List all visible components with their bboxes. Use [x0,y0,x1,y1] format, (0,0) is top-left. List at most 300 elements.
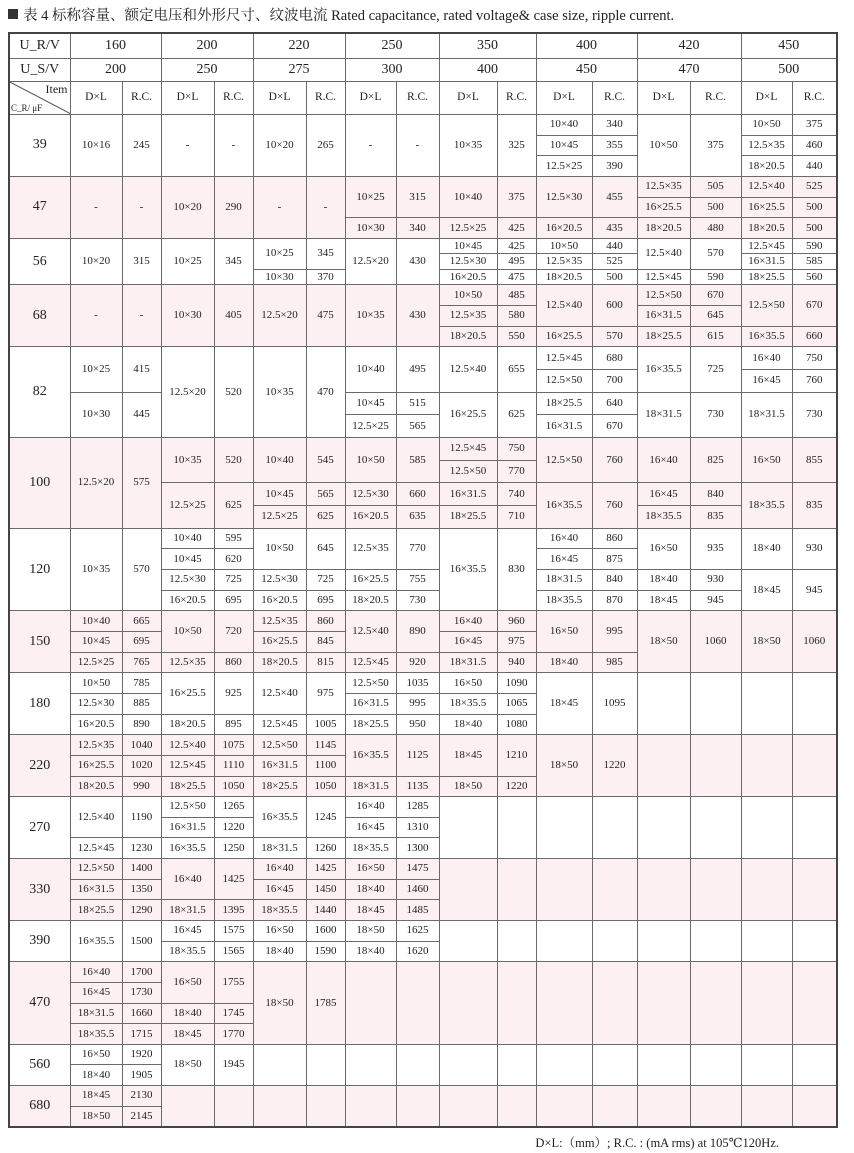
case-size: 12.5×30 [545,190,583,203]
case-size-cell [439,735,497,776]
ripple-current-cell [122,900,161,921]
case-size-cell [637,115,690,177]
ripple-current: 625 [508,408,525,421]
capacitance-value: 390 [29,933,51,949]
ripple-current: 890 [133,717,150,730]
ripple-current: 1075 [222,738,245,751]
ur-value-cell [253,33,345,59]
case-size-cell [345,285,396,347]
case-size: 10×35 [453,138,483,151]
capacitance-cell [9,528,70,611]
ripple-current-cell [396,714,439,735]
ripple-current-cell [396,570,439,591]
ripple-current: 655 [508,362,525,375]
ripple-current-cell [792,570,837,611]
case-size-cell [637,611,690,673]
rc-label: R.C. [406,91,429,104]
ripple-current-cell [497,438,536,461]
case-size-cell [439,611,497,632]
ripple-current-cell [214,611,253,652]
case-size-cell [253,285,306,347]
case-size-cell [345,238,396,284]
ripple-current-cell [690,1044,741,1085]
ripple-current: 565 [409,419,426,432]
ripple-current: 470 [317,385,334,398]
ripple-current-cell [792,156,837,177]
table-row [9,920,837,941]
case-size-cell [161,735,214,756]
ripple-current-cell [306,176,345,238]
capacitance-cell [9,797,70,859]
ripple-current-cell [690,176,741,197]
case-size: - [94,200,98,213]
capacitance-value: 150 [29,633,51,649]
dl-label: D×L [268,91,291,104]
us-value: 500 [778,62,800,78]
dl-header-cell [345,82,396,115]
case-size: 18×35.5 [261,903,298,916]
ripple-current: 730 [806,408,823,421]
ripple-current-cell [792,528,837,569]
ripple-current: 845 [317,635,334,648]
case-size: 12.5×20 [169,385,206,398]
case-size: 10×16 [81,138,111,151]
ripple-current: 985 [606,655,623,668]
case-size-cell [345,218,396,239]
ripple-current: 670 [707,288,724,301]
case-size-cell [253,735,306,756]
ripple-current: 680 [606,351,623,364]
case-size-cell [741,859,792,921]
ripple-current-cell [592,135,637,156]
ripple-current-cell [214,570,253,591]
ripple-current-cell [396,176,439,217]
ripple-current: 1245 [314,810,337,823]
case-size-cell [536,135,592,156]
ripple-current: 995 [606,625,623,638]
case-size-cell [741,176,792,197]
ripple-current: 520 [225,385,242,398]
ripple-current-cell [592,1044,637,1085]
case-size-cell [345,392,396,415]
ripple-current: 500 [806,200,823,213]
case-size: 12.5×25 [352,419,389,432]
case-size-cell [161,347,214,438]
ripple-current-cell [497,269,536,284]
case-size: 18×40 [649,573,678,586]
ripple-current: 345 [225,255,242,268]
ur-value-cell [439,33,536,59]
case-size-cell [253,347,306,438]
ur-value-cell [637,33,741,59]
case-size: 12.5×45 [645,270,682,283]
case-size-cell [741,156,792,177]
case-size: 16×35.5 [645,362,682,375]
case-size-cell [161,590,214,611]
case-size: - [94,309,98,322]
ripple-current-cell [792,254,837,269]
case-size-cell [637,1044,690,1085]
case-size: 18×20.5 [352,594,389,607]
rc-header-cell [122,82,161,115]
case-size: 16×20.5 [77,717,115,730]
ripple-current: 770 [409,542,426,555]
capacitance-value: 180 [29,695,51,711]
capacitance-value: 270 [29,819,51,835]
ripple-current-cell [122,797,161,838]
case-size: 10×25 [81,362,111,375]
ripple-current: 1005 [314,717,337,730]
case-size: 12.5×30 [261,573,298,586]
case-size-cell [741,269,792,284]
ripple-current: 415 [133,362,150,375]
case-size: 16×25.5 [352,573,389,586]
case-size: 10×20 [173,200,202,213]
case-size-cell [345,859,396,880]
case-size-cell [741,920,792,961]
ripple-current-cell [792,176,837,197]
ripple-current: 1400 [130,862,153,875]
us-value-cell [637,59,741,82]
case-size: 12.5×45 [352,655,389,668]
ur-value: 400 [576,38,597,54]
case-size: 10×45 [549,138,579,151]
case-size-cell [253,714,306,735]
ripple-current-cell [690,197,741,218]
ripple-current-cell [396,528,439,569]
ripple-current: 1565 [222,944,245,957]
ripple-current: 495 [508,255,525,268]
ripple-current: 520 [225,453,242,466]
ripple-current-cell [396,506,439,529]
case-size-cell [253,920,306,941]
case-size: 16×45 [173,924,202,937]
ripple-current-cell [306,673,345,714]
case-size: 10×50 [81,676,111,689]
ripple-current-cell [306,1086,345,1127]
ripple-current-cell [122,879,161,900]
dl-header-cell [637,82,690,115]
ripple-current-cell [306,285,345,347]
ripple-current: 1060 [704,635,727,648]
ripple-current-cell [214,1044,253,1085]
us-value: 250 [196,62,218,78]
case-size: 16×25.5 [169,686,206,699]
table-row [9,392,837,415]
ripple-current: 1210 [505,748,528,761]
case-size-cell [345,920,396,941]
ripple-current-cell [396,438,439,483]
ripple-current-cell [306,115,345,177]
ripple-current: 645 [707,309,724,322]
case-size: 18×31.5 [169,903,206,916]
rc-header-cell [497,82,536,115]
ripple-current-cell [792,135,837,156]
case-size: 12.5×50 [748,298,785,311]
case-size-cell [637,285,690,306]
case-size: 18×40 [453,717,483,730]
case-size-cell [637,570,690,591]
case-size-cell [536,369,592,392]
ripple-current: 1250 [222,841,245,854]
ripple-current-cell [122,176,161,238]
ripple-current-cell [497,285,536,306]
case-size: 16×31.5 [77,883,115,896]
ripple-current: 620 [225,552,242,565]
case-size-cell [536,1086,592,1127]
case-size-cell [536,859,592,921]
case-size-cell [536,549,592,570]
ripple-current-cell [396,900,439,921]
ripple-current: 315 [133,255,150,268]
case-size-cell [741,483,792,528]
ripple-current-cell [214,900,253,921]
case-size: 18×25.5 [748,270,785,283]
cr-label: C_R/ μF [11,103,43,114]
case-size: 18×40 [356,944,385,957]
case-size: 12.5×40 [77,810,115,823]
ripple-current: 645 [317,542,334,555]
case-size: 18×35.5 [645,510,682,523]
case-size: 10×20 [265,138,294,151]
case-size: 16×35.5 [449,563,487,576]
case-size: 16×31.5 [261,759,298,772]
ripple-current: 575 [133,476,150,489]
case-size: 12.5×40 [645,247,682,260]
case-size: 16×40 [173,872,202,885]
case-size-cell [637,176,690,197]
case-size-cell [161,859,214,900]
case-size-cell [70,962,122,983]
case-size: 12.5×45 [545,351,583,364]
case-size-cell [253,941,306,962]
ripple-current-cell [690,528,741,569]
case-size-cell [439,1086,497,1127]
case-size-cell [70,528,122,611]
ripple-current-cell [122,528,161,611]
case-size: 18×25.5 [645,329,682,342]
ripple-current-cell [122,1086,161,1107]
case-size: 16×35.5 [169,841,206,854]
ripple-current-cell [592,254,637,269]
case-size: - [368,138,373,151]
case-size-cell [741,392,792,437]
case-size: 18×20.5 [645,221,682,234]
case-size: 10×35 [81,563,111,576]
case-size-cell [161,1003,214,1024]
ripple-current-cell [396,941,439,962]
rc-header-cell [214,82,253,115]
case-size: - [277,200,282,213]
ripple-current: 860 [606,532,623,545]
ripple-current-cell [497,693,536,714]
ripple-current: 245 [133,138,150,151]
case-size-cell [637,528,690,569]
case-size: 18×35.5 [169,944,206,957]
case-size-cell [70,920,122,961]
ripple-current-cell [690,285,741,306]
ripple-current: 500 [806,221,823,234]
case-size: 12.5×25 [261,510,298,523]
case-size-cell [536,415,592,438]
ripple-current: 710 [508,510,525,523]
capacitance-cell [9,611,70,673]
ripple-current-cell [306,528,345,569]
dl-label: D×L [652,91,675,104]
ripple-current: 565 [317,487,334,500]
capacitance-value: 82 [32,384,47,400]
case-size-cell [741,238,792,253]
case-size-cell [741,528,792,569]
table-row [9,1044,837,1065]
ripple-current-cell [690,797,741,859]
case-size-cell [536,285,592,326]
ripple-current-cell [306,590,345,611]
case-size: 18×31.5 [645,408,682,421]
ripple-current-cell [214,776,253,797]
ripple-current-cell [592,570,637,591]
case-size-cell [161,797,214,818]
dl-header-cell [161,82,214,115]
case-size-cell [345,438,396,483]
case-size-cell [536,962,592,1045]
ripple-current-cell [592,859,637,921]
case-size-cell [161,838,214,859]
ripple-current-cell [592,1086,637,1127]
ripple-current-cell [214,714,253,735]
case-size: 18×20.5 [169,717,206,730]
capacitance-cell [9,859,70,921]
case-size-cell [253,673,306,714]
case-size-cell [741,369,792,392]
ripple-current: 755 [409,573,426,586]
ripple-current-cell [592,590,637,611]
ripple-current-cell [792,392,837,437]
case-size: 18×35.5 [77,1027,115,1040]
ripple-current: 290 [225,200,242,213]
case-size: 18×20.5 [748,221,785,234]
rc-header-cell [592,82,637,115]
case-size-cell [70,714,122,735]
case-size-cell [253,900,306,921]
ripple-current: 475 [317,309,334,322]
ur-value-cell [345,33,439,59]
ripple-current: 930 [707,573,724,586]
rc-header-cell [792,82,837,115]
case-size: 16×50 [356,862,385,875]
ripple-current-cell [214,797,253,818]
ripple-current: - [323,200,328,213]
ripple-current-cell [214,347,253,438]
case-size: 16×31.5 [352,697,389,710]
ripple-current-cell [396,415,439,438]
case-size: 16×31.5 [449,487,487,500]
ripple-current: 665 [133,614,150,627]
ripple-current-cell [214,176,253,238]
case-size: 16×35.5 [545,499,583,512]
case-size: 10×40 [265,453,294,466]
table-row [9,611,837,632]
case-size: 16×45 [752,374,781,387]
case-size: 10×40 [173,532,202,545]
header-row-ur [9,33,837,59]
ripple-current-cell [396,693,439,714]
case-size: 18×25.5 [545,396,583,409]
case-size-cell [439,460,497,483]
case-size-cell [70,859,122,880]
case-size-cell [741,438,792,483]
ripple-current-cell [214,285,253,347]
case-size: 10×40 [81,614,111,627]
ripple-current: 1450 [314,883,337,896]
case-size-cell [637,326,690,347]
case-size-cell [536,652,592,673]
case-size-cell [253,632,306,653]
capacitance-value: 68 [32,307,47,323]
ripple-current-cell [396,285,439,347]
ripple-current-cell [792,369,837,392]
case-size-cell [70,776,122,797]
case-size: 12.5×50 [545,453,583,466]
ripple-current-cell [396,483,439,506]
case-size: 12.5×40 [169,738,206,751]
ur-value: 220 [288,38,310,54]
case-size-cell [253,797,306,838]
ripple-current: 1905 [130,1068,153,1081]
case-size: 18×31.5 [748,408,785,421]
ripple-current: 1040 [130,738,153,751]
case-size: 18×40 [549,655,579,668]
case-size: 12.5×45 [169,759,206,772]
ripple-current: 860 [225,655,242,668]
ripple-current-cell [396,1086,439,1127]
ripple-current-cell [306,347,345,438]
ripple-current-cell [122,611,161,632]
case-size-cell [741,254,792,269]
ripple-current-cell [306,714,345,735]
case-size-cell [253,859,306,880]
case-size-cell [741,797,792,859]
ripple-current-cell [497,254,536,269]
capacitance-cell [9,920,70,961]
case-size-cell [439,776,497,797]
ripple-current-cell [122,347,161,392]
case-size: 16×45 [81,986,111,999]
ripple-current: 635 [409,510,426,523]
ripple-current-cell [792,1086,837,1127]
ripple-current: 1265 [222,800,245,813]
case-size-cell [741,285,792,326]
ripple-current: 1020 [130,759,153,772]
case-size: 10×45 [265,487,294,500]
case-size: 18×31.5 [77,1006,115,1019]
ripple-current-cell [690,238,741,269]
case-size: 12.5×45 [77,841,115,854]
case-size-cell [741,962,792,1045]
case-size: 10×45 [81,635,111,648]
case-size-cell [637,483,690,506]
case-size-cell [161,528,214,549]
case-size-cell [70,1086,122,1107]
ripple-current: 815 [317,655,334,668]
case-size-cell [345,1044,396,1085]
header-row-us [9,59,837,82]
ripple-current-cell [592,483,637,528]
ripple-current: 375 [806,118,823,131]
case-size: 18×45 [752,583,781,596]
ripple-current: 960 [508,614,525,627]
case-size-cell [536,528,592,549]
